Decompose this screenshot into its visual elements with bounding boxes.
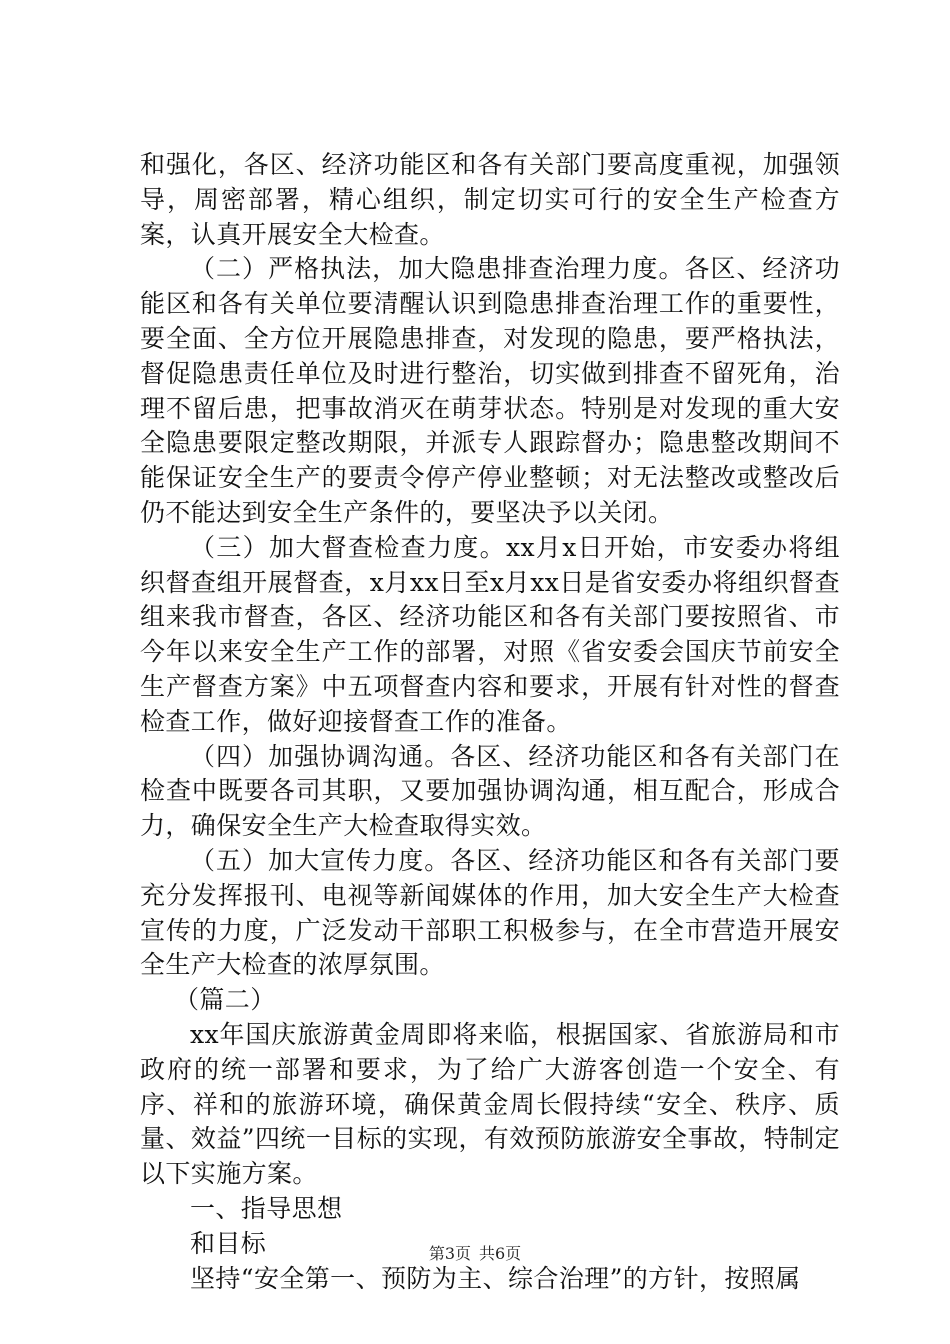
document-body bbox=[140, 148, 840, 1296]
page-total: 共6页 bbox=[479, 1244, 522, 1263]
paragraph-continuation: 和强化，各区、经济功能区和各有关部门要高度重视，加强领导，周密部署，精心组织，制定切实可行的安全生产检查方案，认真开展安全大检查。 bbox=[140, 150, 840, 249]
part-heading: （篇二） bbox=[174, 985, 276, 1015]
page-number: 第3页 bbox=[428, 1244, 471, 1263]
paragraph-intro: xx年国庆旅游黄金周即将来临，根据国家、省旅游局和市政府的统一部署和要求，为了给广大游客创造一个安全、有序、祥和的旅游环境，确保黄金周长假持续“安全、秩序、质量、效益”四统一目标的实现，有效预防旅游安全事故，特制定以下实施方案。 bbox=[140, 1019, 840, 1189]
paragraph-section-4: （四）加强协调沟通。各区、经济功能区和各有关部门在检查中既要各司其职，又要加强协调沟通，相互配合，形成合力，确保安全生产大检查取得实效。 bbox=[140, 741, 840, 841]
paragraph-principle: 坚持“安全第一、预防为主、综合治理”的方针，按照属 bbox=[190, 1263, 801, 1293]
paragraph-section-2: （二）严格执法，加大隐患排查治理力度。各区、经济功能区和各有关单位要清醒认识到隐患排查治理工作的重要性，要全面、全方位开展隐患排查，对发现的隐患，要严格执法，督促隐患责任单位及时进行整治，切实做到排查不留死角，治理不留后患，把事故消灭在萌芽状态。特别是对发现的重大安全隐患要限定整改期限，并派专人跟踪督办；隐患整改期间不能保证安全生产的要责令停产停业整顿；对无法整改或整改后仍不能达到安全生产条件的，要坚决予以关闭。 bbox=[140, 254, 840, 527]
paragraph-section-5: （五）加大宣传力度。各区、经济功能区和各有关部门要充分发挥报刊、电视等新闻媒体的作用，加大安全生产大检查宣传的力度，广泛发动干部职工积极参与，在全市营造开展安全生产大检查的浓厚氛围。 bbox=[140, 845, 840, 980]
section-heading-goal: 和目标 bbox=[190, 1228, 267, 1258]
section-heading-guiding-thought: 一、指导思想 bbox=[190, 1193, 343, 1223]
paragraph-section-3: （三）加大督查检查力度。xx月x日开始，市安委办将组织督查组开展督查，x月xx日至x月xx日是省安委办将组织督查组来我市督查，各区、经济功能区和各有关部门要按照省、市今年以来安全生产工作的部署，对照《省安委会国庆节前安全生产督查方案》中五项督查内容和要求，开展有针对性的督查检查工作，做好迎接督查工作的准备。 bbox=[140, 532, 840, 736]
page-footer bbox=[0, 1244, 950, 1264]
